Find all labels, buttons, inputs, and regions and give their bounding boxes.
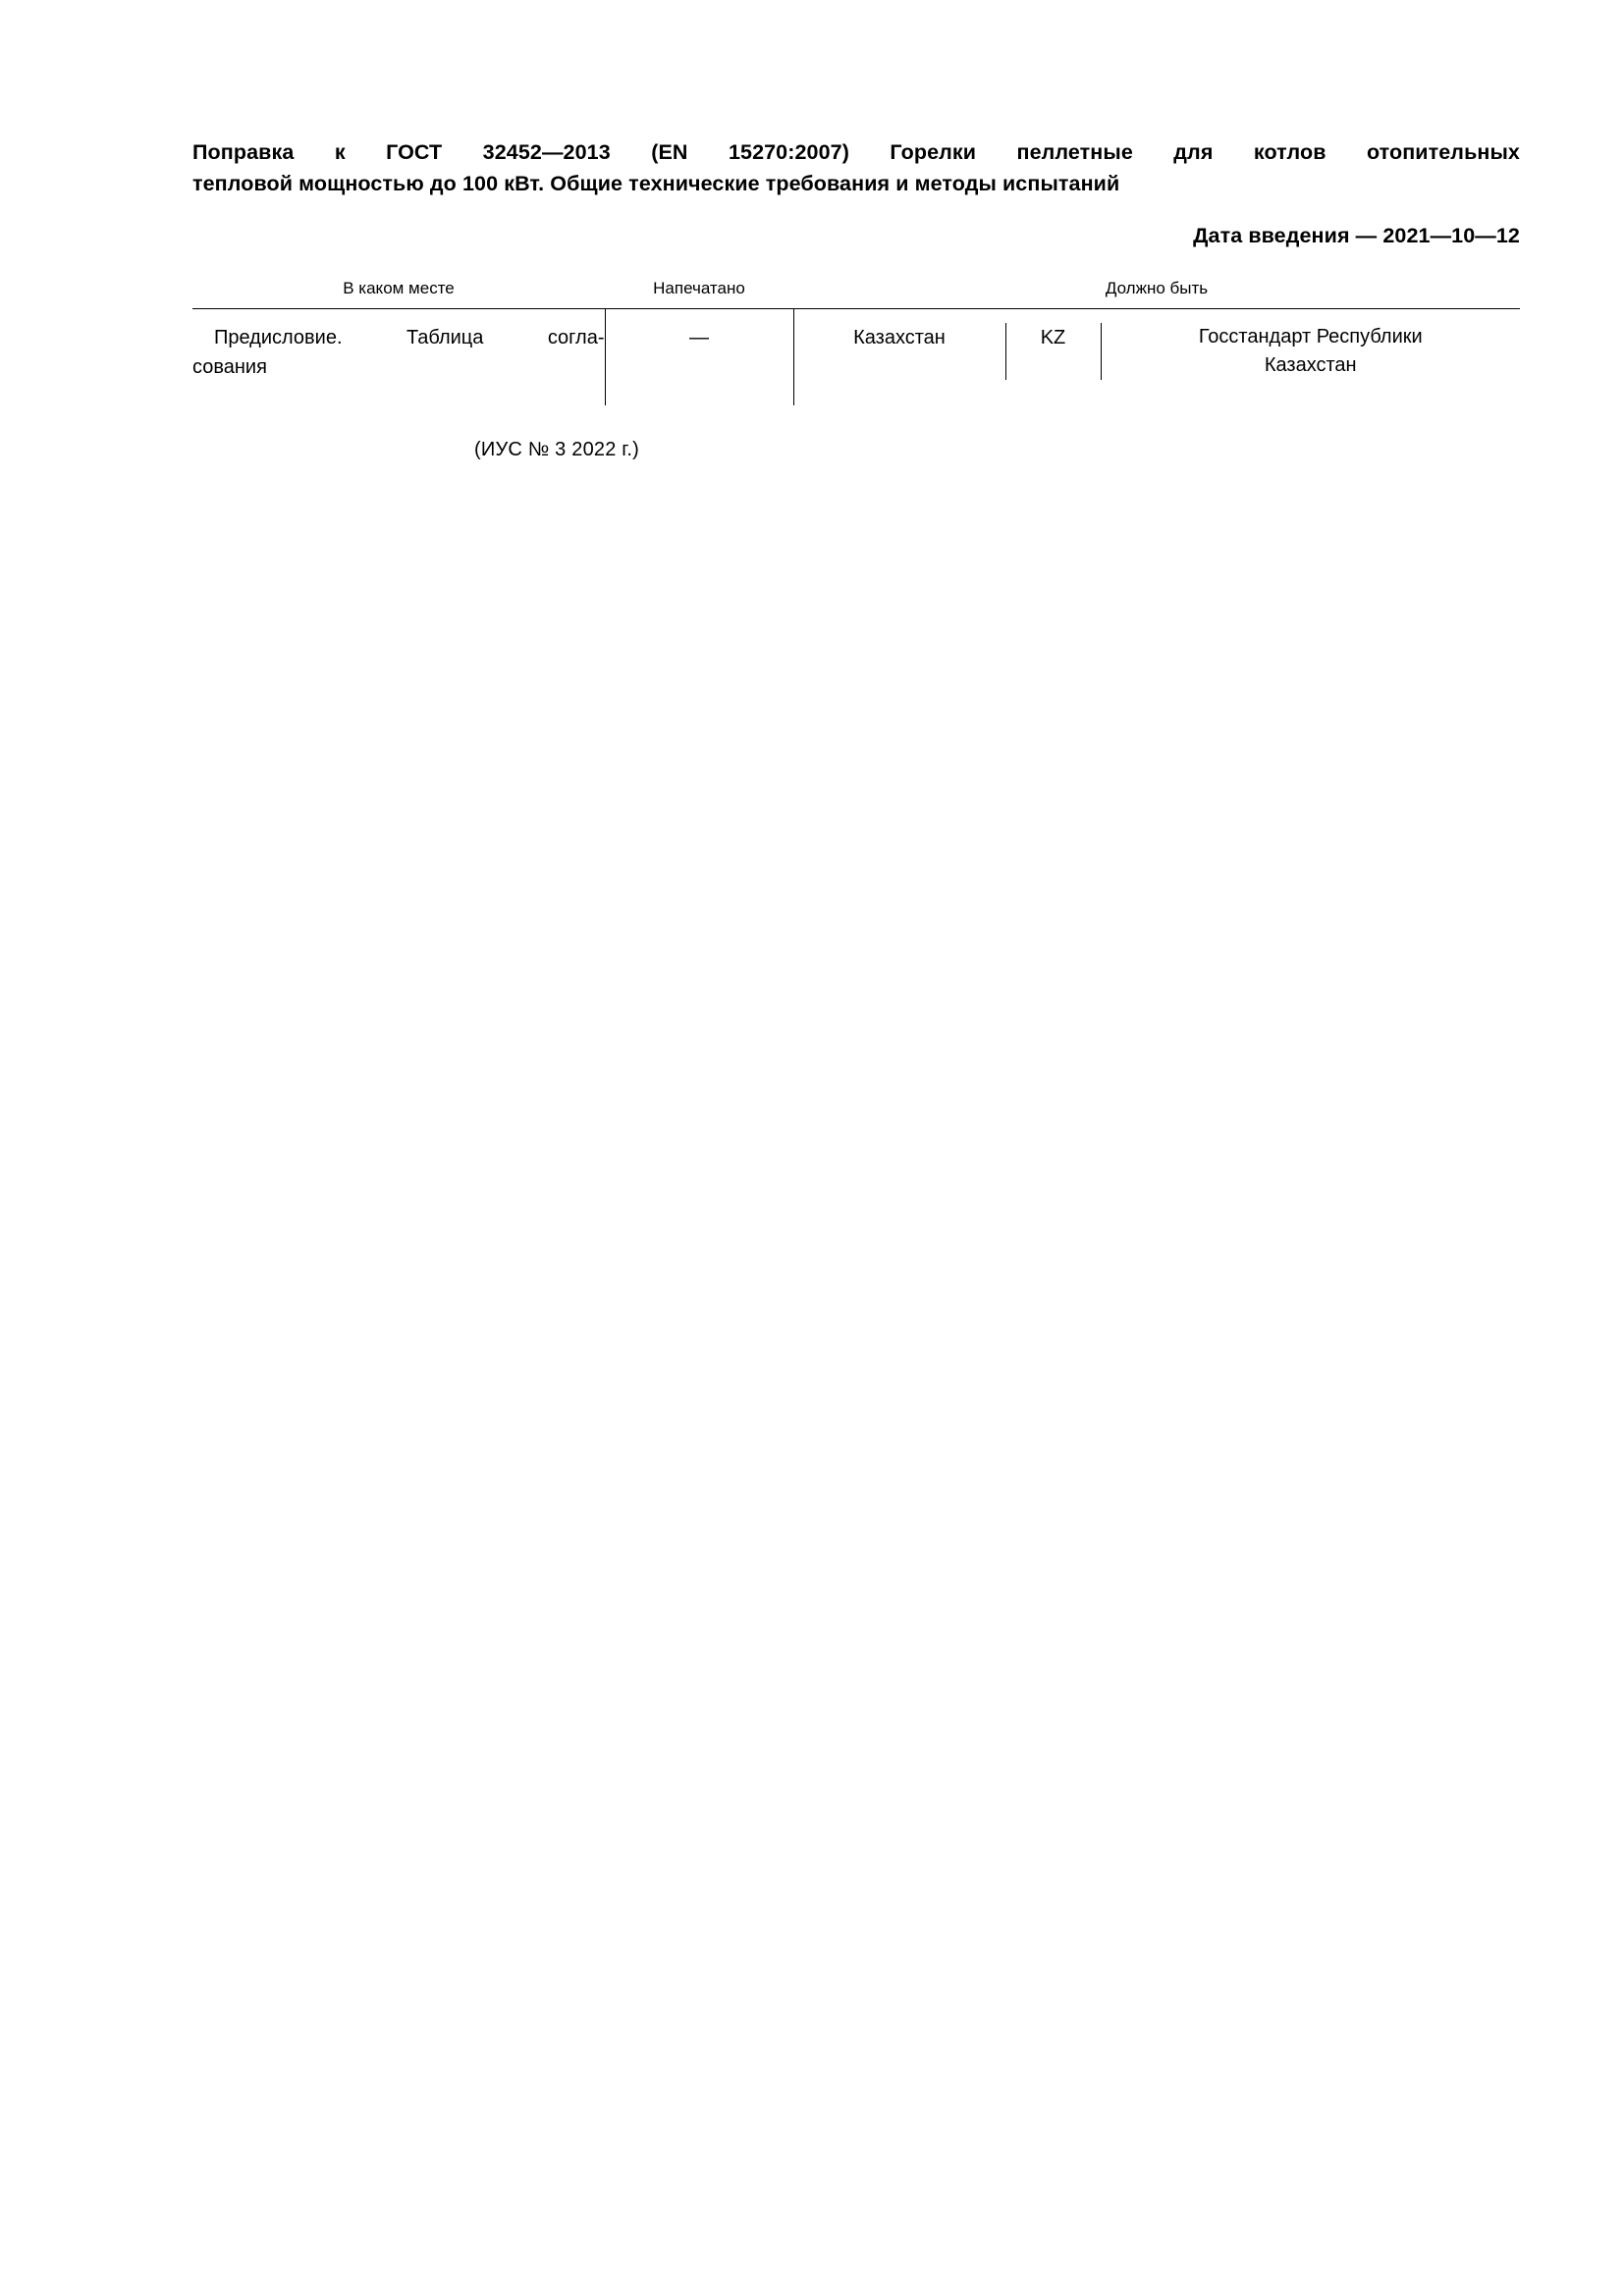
document-content [192,137,1520,461]
cell-printed: — [605,308,793,405]
iuc-reference-note: (ИУС № 3 2022 г.) [474,438,639,460]
amendment-table [192,270,1520,405]
document-title-line-2: тепловой мощностью до 100 кВт. Общие технические требования и методы испытаний [192,171,1120,195]
should-be-country-code: KZ [1005,323,1102,380]
column-header-printed: Напечатано [605,270,793,309]
cell-place [192,308,605,405]
should-be-organization-line-1: Госстандарт Республики [1198,325,1423,347]
document-title-line-1: Поправка к ГОСТ 32452—2013 (EN 15270:2007) Горелки пеллетные для котлов отопительных [192,140,1520,164]
cell-should-be [793,308,1520,405]
table-header-row [192,270,1520,309]
should-be-organization-line-2: Казахстан [1264,353,1357,376]
should-be-organization [1102,323,1521,380]
column-header-place: В каком месте [192,270,605,309]
cell-place-line-2: сования [192,355,267,378]
column-header-should-be: Должно быть [793,270,1520,309]
should-be-country: Казахстан [853,326,946,348]
introduction-date: Дата введения — 2021—10—12 [1193,223,1520,247]
should-be-group [794,323,1521,380]
document-title [192,137,1520,200]
cell-place-line-1: Предисловие. Таблица согла- [214,326,605,348]
table-row [192,308,1520,405]
